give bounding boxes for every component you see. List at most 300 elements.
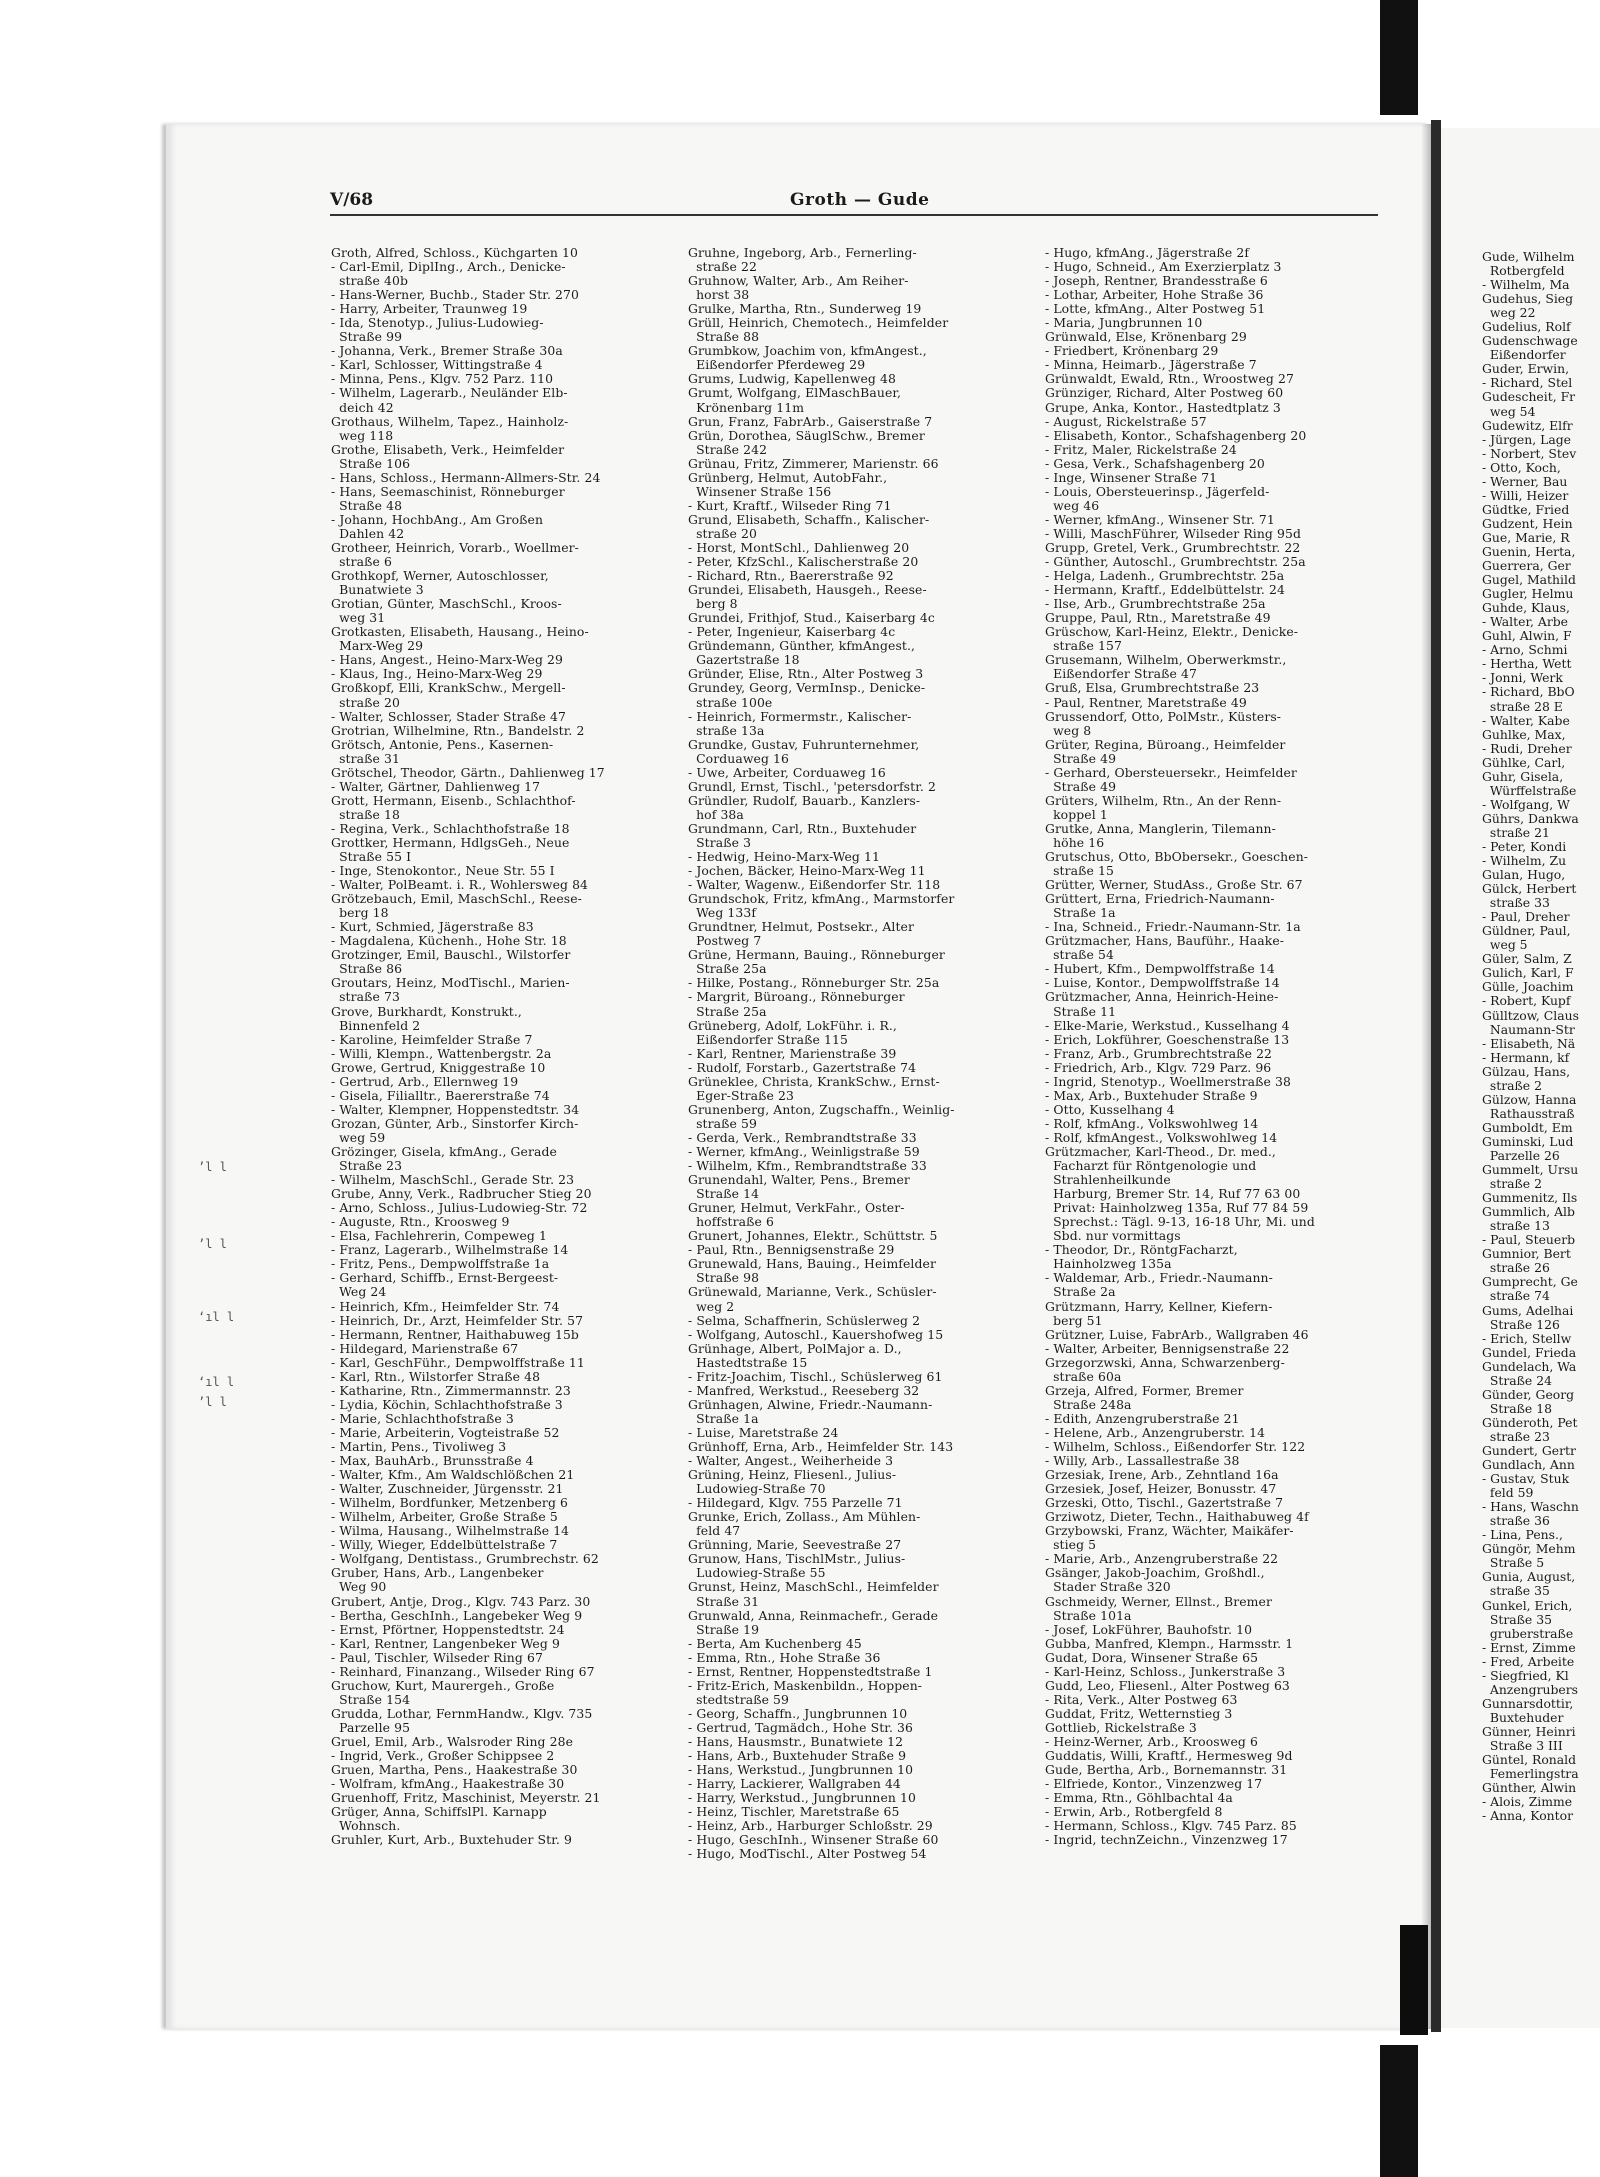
- directory-entry: - Gertrud, Arb., Ellernweg 19: [331, 1073, 519, 1089]
- directory-entry: Grottker, Hermann, HdlgsGeh., Neue: [331, 834, 570, 850]
- directory-entry: feld 59: [1482, 1485, 1534, 1501]
- directory-entry: Grünhage, Albert, PolMajor a. D.,: [688, 1340, 902, 1356]
- directory-entry: - Werner, Bau: [1482, 473, 1568, 489]
- directory-entry: - Harry, Werkstud., Jungbrunnen 10: [688, 1790, 917, 1806]
- directory-entry: - Hans, Arb., Buxtehuder Straße 9: [688, 1748, 907, 1764]
- directory-entry: Guddat, Fritz, Wetternstieg 3: [1045, 1705, 1233, 1721]
- directory-entry: Straße 25a: [688, 961, 767, 977]
- directory-entry: weg 59: [331, 1129, 386, 1145]
- directory-entry: - Fritz-Erich, Maskenbildn., Hoppen-: [688, 1677, 923, 1693]
- directory-entry: straße 20: [688, 525, 757, 541]
- directory-entry: - Anna, Kontor: [1482, 1808, 1574, 1824]
- directory-entry: Grüters, Wilhelm, Rtn., An der Renn-: [1045, 792, 1282, 808]
- binding-tape-bottom: [1380, 2045, 1418, 2177]
- directory-entry: - Hans, Seemaschinist, Rönneburger: [331, 483, 565, 499]
- directory-entry: Strahlenheilkunde: [1045, 1172, 1171, 1188]
- directory-entry: Bunatwiete 3: [331, 582, 424, 598]
- directory-entry: - Wilhelm, Zu: [1482, 853, 1567, 869]
- directory-entry: - Lina, Pens.,: [1482, 1527, 1563, 1543]
- directory-entry: Grzesiak, Irene, Arb., Zehntland 16a: [1045, 1467, 1279, 1483]
- directory-entry: Straße 1a: [688, 1410, 759, 1426]
- directory-entry: Gugler, Helmu: [1482, 586, 1574, 602]
- directory-entry: weg 118: [331, 427, 394, 443]
- directory-entry: - Peter, Kondi: [1482, 838, 1567, 854]
- directory-entry: - Klaus, Ing., Heino-Marx-Weg 29: [331, 666, 543, 682]
- directory-entry: Gude, Bertha, Arb., Bornemannstr. 31: [1045, 1762, 1288, 1778]
- directory-entry: Guhl, Alwin, F: [1482, 628, 1572, 644]
- directory-entry: - Willi, Klempn., Wattenbergstr. 2a: [331, 1045, 552, 1061]
- margin-mark: ’l l: [198, 1160, 227, 1174]
- directory-entry: Guhlke, Max,: [1482, 726, 1566, 742]
- directory-entry: Gruber, Hans, Arb., Langenbeker: [331, 1565, 544, 1581]
- directory-entry: Straße 11: [1045, 1003, 1117, 1019]
- directory-entry: - Hans-Werner, Buchb., Stader Str. 270: [331, 287, 579, 303]
- directory-entry: Wohnsch.: [331, 1818, 401, 1834]
- directory-entry: Gülzow, Hanna: [1482, 1091, 1577, 1107]
- directory-entry: - Theodor, Dr., RöntgFacharzt,: [1045, 1242, 1238, 1258]
- directory-entry: - Wilma, Hausang., Wilhelmstraße 14: [331, 1523, 570, 1539]
- directory-entry: Krönenbarg 11m: [688, 399, 805, 415]
- directory-entry: Guminski, Lud: [1482, 1133, 1574, 1149]
- directory-entry: Straße 14: [688, 1186, 760, 1202]
- directory-entry: - Helene, Arb., Anzengruberstr. 14: [1045, 1424, 1266, 1440]
- directory-entry: Grotzinger, Emil, Bauschl., Wilstorfer: [331, 947, 571, 963]
- directory-entry: Gudenschwage: [1482, 333, 1578, 349]
- directory-entry: - Hans, Angest., Heino-Marx-Weg 29: [331, 652, 563, 668]
- directory-entry: Straße 19: [688, 1621, 760, 1637]
- directory-entry: - Minna, Pens., Klgv. 752 Parz. 110: [331, 371, 554, 387]
- directory-entry: Straße 86: [331, 961, 403, 977]
- directory-entry: Grotheer, Heinrich, Vorarb., Woellmer-: [331, 539, 579, 555]
- directory-entry: Gulan, Hugo,: [1482, 867, 1566, 883]
- directory-entry: hof 38a: [688, 806, 744, 822]
- directory-entry: Weg 133f: [688, 905, 757, 921]
- directory-entry: Grüning, Heinz, Fliesenl., Julius-: [688, 1467, 897, 1483]
- directory-entry: Grundei, Frithjof, Stud., Kaiserbarg 4c: [688, 610, 935, 626]
- directory-entry: Grünwald, Else, Krönenbarg 29: [1045, 329, 1247, 345]
- directory-entry: - Karl, GeschFühr., Dempwolffstraße 11: [331, 1354, 585, 1370]
- directory-entry: - Gisela, Filialltr., Baererstraße 74: [331, 1087, 550, 1103]
- directory-entry: - Maria, Jungbrunnen 10: [1045, 315, 1203, 331]
- directory-entry: - Wolfram, kfmAng., Haakestraße 30: [331, 1776, 565, 1792]
- directory-entry: Eißendorfer: [1482, 347, 1566, 363]
- directory-entry: Gunkel, Erich,: [1482, 1597, 1573, 1613]
- margin-mark: ’l l: [198, 1395, 227, 1409]
- page-number: V/68: [330, 190, 374, 210]
- directory-entry: - Kurt, Kraftf., Wilseder Ring 71: [688, 497, 892, 513]
- directory-entry: Günner, Heinri: [1482, 1723, 1576, 1739]
- directory-entry: Gummenitz, Ils: [1482, 1190, 1578, 1206]
- directory-entry: - Heinz, Tischler, Maretstraße 65: [688, 1804, 900, 1820]
- directory-entry: - Jonni, Werk: [1482, 670, 1563, 686]
- directory-entry: Straße 49: [1045, 750, 1117, 766]
- directory-entry: - Emma, Rtn., Göhlbachtal 4a: [1045, 1790, 1233, 1806]
- directory-entry: - Gerhard, Obersteuersekr., Heimfelder: [1045, 764, 1297, 780]
- directory-entry: Grünau, Fritz, Zimmerer, Marienstr. 66: [688, 455, 939, 471]
- directory-entry: Parzelle 95: [331, 1719, 411, 1735]
- directory-entry: Güldner, Paul,: [1482, 923, 1571, 939]
- directory-entry: Gülltzow, Claus: [1482, 1007, 1579, 1023]
- directory-entry: Grünberg, Helmut, AutobFahr.,: [688, 469, 888, 485]
- directory-entry: - Ida, Stenotyp., Julius-Ludowieg-: [331, 315, 544, 331]
- directory-entry: - Walter, Schlosser, Stader Straße 47: [331, 708, 566, 724]
- directory-entry: Gühlke, Carl,: [1482, 754, 1566, 770]
- directory-entry: Privat: Hainholzweg 135a, Ruf 77 84 59: [1045, 1200, 1309, 1216]
- directory-entry: - Ingrid, technZeichn., Vinzenzweg 17: [1045, 1832, 1288, 1848]
- directory-entry: Grüter, Regina, Büroang., Heimfelder: [1045, 736, 1286, 752]
- directory-entry: - Emma, Rtn., Hohe Straße 36: [688, 1649, 881, 1665]
- directory-entry: Grunert, Johannes, Elektr., Schüttstr. 5: [688, 1228, 938, 1244]
- directory-entry: - Lothar, Arbeiter, Hohe Straße 36: [1045, 287, 1264, 303]
- directory-entry: straße 157: [1045, 638, 1122, 654]
- directory-entry: Grunst, Heinz, MaschSchl., Heimfelder: [688, 1579, 939, 1595]
- directory-entry: Straße 98: [688, 1270, 760, 1286]
- directory-entry: Grunenberg, Anton, Zugschaffn., Weinlig-: [688, 1101, 955, 1117]
- directory-entry: Straße 49: [1045, 778, 1117, 794]
- page-gutter: [1431, 120, 1441, 2032]
- directory-entry: Gummlich, Alb: [1482, 1204, 1575, 1220]
- directory-entry: - Rita, Verk., Alter Postweg 63: [1045, 1691, 1238, 1707]
- directory-entry: - Elfriede, Kontor., Vinzenzweg 17: [1045, 1776, 1263, 1792]
- directory-entry: Guerrera, Ger: [1482, 558, 1571, 574]
- directory-entry: - Robert, Kupf: [1482, 993, 1571, 1009]
- directory-entry: Großkopf, Elli, KrankSchw., Mergell-: [331, 680, 566, 696]
- directory-entry: - Elisabeth, Kontor., Schafshagenberg 20: [1045, 427, 1307, 443]
- directory-entry: Straße 23: [331, 1158, 403, 1174]
- directory-entry: Naumann-Str: [1482, 1021, 1575, 1037]
- directory-entry: weg 31: [331, 610, 386, 626]
- directory-entry: Grziwotz, Dieter, Techn., Haithabuweg 4f: [1045, 1509, 1309, 1525]
- directory-entry: Grüll, Heinrich, Chemotech., Heimfelder: [688, 315, 949, 331]
- directory-entry: - Franz, Arb., Grumbrechtstraße 22: [1045, 1045, 1273, 1061]
- directory-entry: Gruchow, Kurt, Maurergeh., Große: [331, 1677, 555, 1693]
- directory-entry: - Wilhelm, Arbeiter, Große Straße 5: [331, 1509, 558, 1525]
- directory-entry: Weg 24: [331, 1284, 387, 1300]
- directory-entry: Grussendorf, Otto, PolMstr., Küsters-: [1045, 708, 1282, 724]
- directory-entry: - Wolfgang, Autoschl., Kauershofweg 15: [688, 1326, 944, 1342]
- directory-entry: Gumnior, Bert: [1482, 1246, 1571, 1262]
- directory-column-2: [688, 246, 1028, 1861]
- directory-entry: - Karoline, Heimfelder Straße 7: [331, 1031, 533, 1047]
- directory-entry: Grudda, Lothar, FernmHandw., Klgv. 735: [331, 1705, 593, 1721]
- directory-entry: - Regina, Verk., Schlachthofstraße 18: [331, 820, 570, 836]
- directory-entry: Gundert, Gertr: [1482, 1442, 1576, 1458]
- directory-entry: Gottlieb, Rickelstraße 3: [1045, 1719, 1197, 1735]
- directory-entry: - Hedwig, Heino-Marx-Weg 11: [688, 849, 880, 865]
- directory-entry: - Luise, Maretstraße 24: [688, 1424, 839, 1440]
- directory-entry: berg 18: [331, 905, 389, 921]
- directory-entry: straße 20: [331, 694, 400, 710]
- directory-entry: - Gertrud, Tagmädch., Hohe Str. 36: [688, 1719, 913, 1735]
- directory-entry: straße 13: [1482, 1218, 1550, 1234]
- directory-entry: Gugel, Mathild: [1482, 572, 1576, 588]
- directory-entry: straße 74: [1482, 1288, 1550, 1304]
- directory-entry: - Hermann, kf: [1482, 1049, 1570, 1065]
- directory-entry: - Hildegard, Marienstraße 67: [331, 1340, 519, 1356]
- directory-entry: - Ernst, Zimme: [1482, 1639, 1576, 1655]
- directory-entry: - Richard, Rtn., Baererstraße 92: [688, 568, 894, 584]
- directory-entry: Grünhoff, Erna, Arb., Heimfelder Str. 143: [688, 1438, 954, 1454]
- directory-entry: berg 8: [688, 596, 738, 612]
- directory-entry: weg 2: [688, 1298, 735, 1314]
- directory-entry: - Hilke, Postang., Rönneburger Str. 25a: [688, 975, 940, 991]
- directory-entry: gruberstraße: [1482, 1625, 1574, 1641]
- directory-entry: weg 5: [1482, 937, 1528, 953]
- directory-entry: - Rudolf, Forstarb., Gazertstraße 74: [688, 1059, 917, 1075]
- directory-entry: Grupp, Gretel, Verk., Grumbrechtstr. 22: [1045, 539, 1301, 555]
- directory-entry: - Hermann, Schloss., Klgv. 745 Parz. 85: [1045, 1818, 1297, 1834]
- directory-entry: Gruen, Martha, Pens., Haakestraße 30: [331, 1762, 578, 1778]
- directory-entry: - Richard, Stel: [1482, 375, 1573, 391]
- page-title: Groth — Gude: [790, 190, 930, 210]
- directory-entry: Anzengrubers: [1482, 1681, 1579, 1697]
- directory-entry: - Wolfgang, W: [1482, 796, 1570, 812]
- directory-entry: Binnenfeld 2: [331, 1017, 421, 1033]
- directory-entry: Gruel, Emil, Arb., Walsroder Ring 28e: [331, 1733, 574, 1749]
- directory-entry: horst 38: [688, 287, 750, 303]
- directory-entry: - Elsa, Fachlehrerin, Compeweg 1: [331, 1228, 547, 1244]
- directory-entry: - Erich, Lokführer, Goeschenstraße 13: [1045, 1031, 1290, 1047]
- directory-entry: Grüschow, Karl-Heinz, Elektr., Denicke-: [1045, 624, 1299, 640]
- directory-entry: Straße 24: [1482, 1372, 1552, 1388]
- directory-entry: - Elisabeth, Nä: [1482, 1035, 1576, 1051]
- directory-entry: Grundke, Gustav, Fuhrunternehmer,: [688, 736, 920, 752]
- directory-entry: - Carl-Emil, DiplIng., Arch., Denicke-: [331, 259, 566, 275]
- directory-entry: Straße 35: [1482, 1611, 1552, 1627]
- directory-entry: Harburg, Bremer Str. 14, Ruf 77 63 00: [1045, 1186, 1301, 1202]
- directory-entry: straße 23: [1482, 1428, 1550, 1444]
- directory-entry: straße 6: [331, 554, 392, 570]
- directory-entry: Grzesiek, Josef, Heizer, Bonusstr. 47: [1045, 1481, 1277, 1497]
- directory-entry: Straße 88: [688, 329, 760, 345]
- directory-entry: Corduaweg 16: [688, 750, 790, 766]
- directory-entry: - Marie, Arb., Anzengruberstraße 22: [1045, 1551, 1279, 1567]
- directory-entry: koppel 1: [1045, 806, 1108, 822]
- directory-entry: - Arno, Schmi: [1482, 642, 1568, 658]
- directory-entry: - Margrit, Büroang., Rönneburger: [688, 989, 905, 1005]
- directory-entry: - Fritz, Maler, Rickelstraße 24: [1045, 441, 1237, 457]
- directory-entry: - Willy, Wieger, Eddelbüttelstraße 7: [331, 1537, 558, 1553]
- directory-entry: Ludowieg-Straße 70: [688, 1481, 826, 1497]
- directory-entry: Grüger, Anna, SchiffslPl. Karnapp: [331, 1804, 547, 1820]
- directory-entry: Grünwaldt, Ewald, Rtn., Wroostweg 27: [1045, 371, 1294, 387]
- directory-entry: Grotian, Günter, MaschSchl., Kroos-: [331, 596, 562, 612]
- directory-entry: Grützmacher, Karl-Theod., Dr. med.,: [1045, 1144, 1276, 1159]
- directory-entry: - Katharine, Rtn., Zimmermannstr. 23: [331, 1382, 571, 1398]
- directory-entry: Grünewald, Marianne, Verk., Schüsler-: [688, 1284, 937, 1300]
- directory-entry: - Hugo, Schneid., Am Exerzierplatz 3: [1045, 259, 1282, 275]
- directory-entry: - Edith, Anzengruberstraße 21: [1045, 1410, 1240, 1426]
- directory-entry: Gruhne, Ingeborg, Arb., Fernerling-: [688, 245, 917, 260]
- directory-entry: Straße 5: [1482, 1555, 1545, 1571]
- directory-entry: - Karl, Rentner, Marienstraße 39: [688, 1045, 897, 1061]
- directory-entry: - Magdalena, Küchenh., Hohe Str. 18: [331, 933, 567, 949]
- directory-entry: - Willi, MaschFührer, Wilseder Ring 95d: [1045, 525, 1301, 541]
- directory-entry: straße 35: [1482, 1583, 1550, 1599]
- directory-entry: - Ina, Schneid., Friedr.-Naumann-Str. 1a: [1045, 919, 1301, 935]
- directory-entry: - Wilhelm, MaschSchl., Gerade Str. 23: [331, 1172, 575, 1188]
- directory-entry: straße 40b: [331, 273, 408, 289]
- directory-entry: Grulke, Martha, Rtn., Sunderweg 19: [688, 301, 922, 317]
- directory-entry: - Hubert, Kfm., Dempwolffstraße 14: [1045, 961, 1275, 977]
- directory-entry: Gsänger, Jakob-Joachim, Großhdl.,: [1045, 1565, 1265, 1581]
- directory-entry: Straße 1a: [1045, 905, 1116, 921]
- directory-entry: - Gerhard, Schiffb., Ernst-Bergeest-: [331, 1270, 559, 1286]
- directory-entry: Grützmacher, Anna, Heinrich-Heine-: [1045, 989, 1279, 1005]
- directory-entry: Gundel, Frieda: [1482, 1344, 1577, 1360]
- directory-entry: Gudd, Leo, Fliesenl., Alter Postweg 63: [1045, 1677, 1290, 1693]
- directory-entry: Gruhnow, Walter, Arb., Am Reiher-: [688, 273, 909, 289]
- directory-entry: Gründemann, Günther, kfmAngest.,: [688, 638, 916, 654]
- directory-entry: - Wilhelm, Ma: [1482, 277, 1570, 293]
- directory-entry: - Rudi, Dreher: [1482, 740, 1572, 756]
- directory-entry: - Karl, Rtn., Wilstorfer Straße 48: [331, 1368, 541, 1384]
- directory-entry: straße 2: [1482, 1077, 1542, 1093]
- directory-entry: straße 31: [331, 750, 400, 766]
- directory-entry: Grözinger, Gisela, kfmAng., Gerade: [331, 1144, 557, 1159]
- directory-entry: Günder, Georg: [1482, 1386, 1575, 1402]
- directory-entry: - Luise, Kontor., Dempwolffstraße 14: [1045, 975, 1280, 991]
- directory-entry: - Gerda, Verk., Rembrandtstraße 33: [688, 1129, 917, 1145]
- directory-entry: Gudelius, Rolf: [1482, 319, 1571, 335]
- next-page-column: [1482, 250, 1600, 1823]
- directory-entry: - Hans, Schloss., Hermann-Allmers-Str. 24: [331, 469, 601, 485]
- directory-entry: stedtstraße 59: [688, 1691, 790, 1707]
- directory-entry: Gazertstraße 18: [688, 652, 800, 668]
- directory-entry: Winsener Straße 156: [688, 483, 832, 499]
- page-header: [330, 190, 1380, 216]
- directory-entry: Grütter, Werner, StudAss., Große Str. 67: [1045, 877, 1303, 893]
- directory-entry: Straße 31: [688, 1593, 760, 1609]
- directory-entry: - Peter, Ingenieur, Kaiserbarg 4c: [688, 624, 896, 640]
- directory-entry: - Fred, Arbeite: [1482, 1653, 1575, 1669]
- directory-entry: Hainholzweg 135a: [1045, 1256, 1172, 1272]
- directory-entry: - Willy, Arb., Lassallestraße 38: [1045, 1453, 1240, 1469]
- directory-entry: Grothaus, Wilhelm, Tapez., Hainholz-: [331, 413, 569, 429]
- directory-entry: - Walter, Kfm., Am Waldschlößchen 21: [331, 1467, 575, 1483]
- directory-entry: Grützner, Luise, FabrArb., Wallgraben 46: [1045, 1326, 1309, 1342]
- directory-entry: Gums, Adelhai: [1482, 1302, 1574, 1318]
- directory-entry: Grützmann, Harry, Kellner, Kiefern-: [1045, 1298, 1273, 1314]
- directory-entry: straße 26: [1482, 1260, 1550, 1276]
- directory-entry: Marx-Weg 29: [331, 638, 424, 654]
- directory-entry: - Gesa, Verk., Schafshagenberg 20: [1045, 455, 1265, 471]
- directory-entry: - Paul, Rentner, Maretstraße 49: [1045, 694, 1247, 710]
- directory-entry: - Johanna, Verk., Bremer Straße 30a: [331, 343, 563, 359]
- directory-entry: Grund, Elisabeth, Schaffn., Kalischer-: [688, 511, 930, 527]
- directory-entry: Gudescheit, Fr: [1482, 389, 1576, 405]
- directory-entry: Gumprecht, Ge: [1482, 1274, 1578, 1290]
- directory-entry: Gundelach, Wa: [1482, 1358, 1577, 1374]
- directory-entry: - Rolf, kfmAngest., Volkswohlweg 14: [1045, 1129, 1278, 1145]
- directory-entry: Grundey, Georg, VermInsp., Denicke-: [688, 680, 926, 696]
- directory-entry: berg 51: [1045, 1312, 1103, 1328]
- directory-entry: Gründler, Rudolf, Bauarb., Kanzlers-: [688, 792, 921, 808]
- directory-entry: Grozan, Günter, Arb., Sinstorfer Kirch-: [331, 1115, 579, 1131]
- directory-entry: - Rolf, kfmAng., Volkswohlweg 14: [1045, 1115, 1259, 1131]
- directory-entry: Grünziger, Richard, Alter Postweg 60: [1045, 385, 1284, 401]
- directory-entry: Sprechst.: Tägl. 9-13, 16-18 Uhr, Mi. und: [1045, 1214, 1315, 1230]
- directory-entry: Straße 18: [1482, 1400, 1552, 1416]
- directory-entry: Growe, Gertrud, Kniggestraße 10: [331, 1059, 546, 1075]
- directory-entry: - Ilse, Arb., Grumbrechtstraße 25a: [1045, 596, 1266, 612]
- directory-entry: - Hermann, Kraftf., Eddelbüttelstr. 24: [1045, 582, 1285, 598]
- directory-entry: Gunia, August,: [1482, 1569, 1576, 1585]
- directory-entry: weg 54: [1482, 403, 1536, 419]
- directory-entry: - Wilhelm, Schloss., Eißendorfer Str. 122: [1045, 1438, 1306, 1454]
- directory-entry: - Heinrich, Dr., Arzt, Heimfelder Str. 57: [331, 1312, 584, 1328]
- directory-entry: - Paul, Tischler, Wilseder Ring 67: [331, 1649, 543, 1665]
- directory-entry: Grotrian, Wilhelmine, Rtn., Bandelstr. 2: [331, 722, 585, 738]
- directory-entry: Dahlen 42: [331, 525, 405, 541]
- directory-entry: - Walter, Zuschneider, Jürgensstr. 21: [331, 1481, 564, 1497]
- directory-entry: Grüne, Hermann, Bauing., Rönneburger: [688, 947, 945, 963]
- directory-entry: - Kurt, Schmied, Jägerstraße 83: [331, 919, 534, 935]
- directory-entry: Straße 55 I: [331, 849, 412, 865]
- directory-entry: Gue, Marie, R: [1482, 529, 1570, 545]
- directory-entry: - Manfred, Werkstud., Reeseberg 32: [688, 1382, 920, 1398]
- directory-entry: - Harry, Lackierer, Wallgraben 44: [688, 1776, 901, 1792]
- directory-entry: straße 54: [1045, 947, 1114, 963]
- directory-entry: - Ernst, Pförtner, Hoppenstedtstr. 24: [331, 1621, 565, 1637]
- directory-entry: hoffstraße 6: [688, 1214, 774, 1230]
- directory-entry: - Hans, Waschn: [1482, 1499, 1579, 1515]
- directory-entry: - Selma, Schaffnerin, Schüslerweg 2: [688, 1312, 921, 1328]
- directory-entry: Grusemann, Wilhelm, Oberwerkmstr.,: [1045, 652, 1287, 668]
- directory-entry: Gruhler, Kurt, Arb., Buxtehuder Str. 9: [331, 1832, 572, 1848]
- directory-entry: - Marie, Arbeiterin, Vogteistraße 52: [331, 1424, 560, 1440]
- directory-entry: - Uwe, Arbeiter, Corduaweg 16: [688, 764, 886, 780]
- directory-entry: - Heinz-Werner, Arb., Kroosweg 6: [1045, 1733, 1258, 1749]
- directory-entry: - Walter, Angest., Weiherheide 3: [688, 1453, 894, 1469]
- directory-entry: Grutke, Anna, Manglerin, Tilemann-: [1045, 820, 1276, 836]
- directory-entry: - Horst, MontSchl., Dahlienweg 20: [688, 539, 910, 555]
- directory-entry: - Friedbert, Krönenbarg 29: [1045, 343, 1219, 359]
- directory-entry: Straße 3: [688, 834, 752, 850]
- directory-entry: feld 47: [688, 1523, 741, 1539]
- directory-entry: Gummelt, Ursu: [1482, 1162, 1579, 1178]
- directory-entry: Straße 106: [331, 455, 411, 471]
- directory-entry: Grzeja, Alfred, Former, Bremer: [1045, 1382, 1244, 1398]
- directory-entry: Hastedtstraße 15: [688, 1354, 808, 1370]
- directory-entry: Güntel, Ronald: [1482, 1752, 1577, 1768]
- binding-clip: [1400, 1925, 1428, 2035]
- directory-entry: weg 22: [1482, 305, 1536, 321]
- directory-entry: - Wilhelm, Kfm., Rembrandtstraße 33: [688, 1158, 927, 1174]
- directory-entry: Gudewitz, Elfr: [1482, 417, 1573, 433]
- directory-entry: Grunow, Hans, TischlMstr., Julius-: [688, 1551, 906, 1567]
- directory-entry: - Walter, Arbeiter, Bennigsenstraße 22: [1045, 1340, 1290, 1356]
- directory-entry: - Ernst, Rentner, Hoppenstedtstraße 1: [688, 1663, 933, 1679]
- directory-entry: Postweg 7: [688, 933, 762, 949]
- directory-entry: - Heinz, Arb., Harburger Schloßstr. 29: [688, 1818, 933, 1834]
- directory-entry: - Erich, Stellw: [1482, 1330, 1572, 1346]
- directory-entry: - Willi, Heizer: [1482, 487, 1569, 503]
- directory-entry: Grumt, Wolfgang, ElMaschBauer,: [688, 385, 902, 401]
- directory-entry: straße 13a: [688, 722, 765, 738]
- directory-entry: Gschmeidy, Werner, Ellnst., Bremer: [1045, 1593, 1272, 1609]
- margin-mark: ‘ıl l: [198, 1310, 235, 1324]
- directory-entry: Grüneberg, Adolf, LokFühr. i. R.,: [688, 1017, 897, 1033]
- directory-entry: Parzelle 26: [1482, 1148, 1560, 1163]
- header-rule: [330, 214, 1378, 216]
- directory-entry: - Georg, Schaffn., Jungbrunnen 10: [688, 1705, 908, 1721]
- directory-entry: - Hertha, Wett: [1482, 656, 1572, 672]
- directory-entry: - Franz, Lagerarb., Wilhelmstraße 14: [331, 1242, 569, 1258]
- directory-entry: - Hugo, GeschInh., Winsener Straße 60: [688, 1832, 939, 1848]
- directory-entry: weg 46: [1045, 497, 1100, 513]
- directory-entry: - Otto, Koch,: [1482, 459, 1561, 475]
